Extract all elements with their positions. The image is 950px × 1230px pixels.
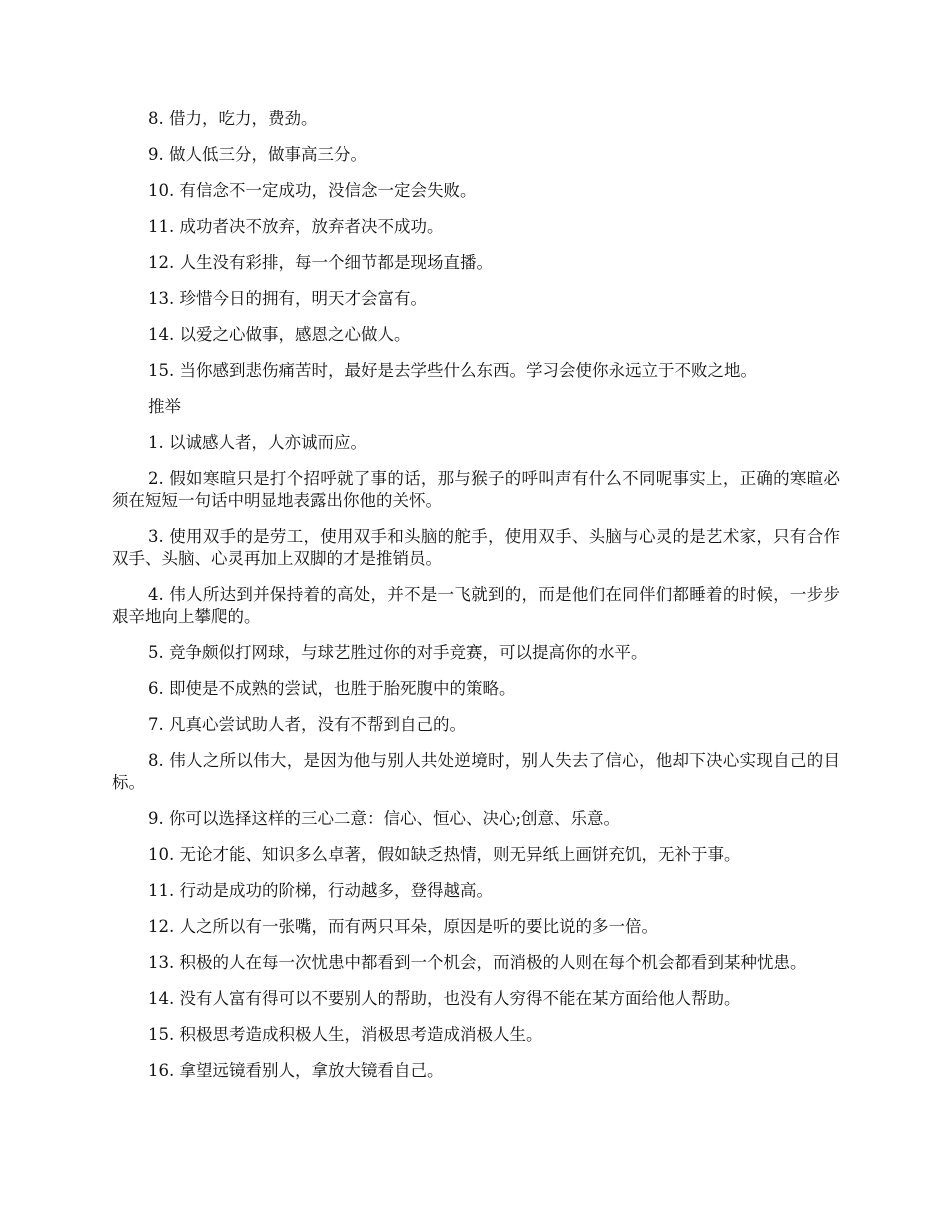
- paragraph-11: 2. 假如寒暄只是打个招呼就了事的话，那与猴子的呼叫声有什么不同呢事实上，正确的寒暄必须在短短一句话中明显地表露出你他的关怀。: [112, 469, 840, 510]
- paragraph-04: 11. 成功者决不放弃，放弃者决不成功。: [148, 217, 444, 236]
- document-page: [112, 108, 840, 1096]
- paragraph-15: 6. 即使是不成熟的尝试，也胜于胎死腹中的策略。: [148, 679, 516, 698]
- paragraph-24: 15. 积极思考造成积极人生，消极思考造成消极人生。: [148, 1025, 543, 1044]
- paragraph-02: 9. 做人低三分，做事高三分。: [148, 145, 367, 164]
- paragraph-17: 8. 伟人之所以伟大，是因为他与别人共处逆境时，别人失去了信心，他却下决心实现自己的目标。: [112, 751, 840, 792]
- paragraph-20: 11. 行动是成功的阶梯，行动越多，登得越高。: [148, 881, 493, 900]
- paragraph-25: 16. 拿望远镜看别人，拿放大镜看自己。: [148, 1061, 444, 1080]
- paragraph-22: 13. 积极的人在每一次忧患中都看到一个机会，而消极的人则在每个机会都看到某种忧患。: [148, 953, 807, 972]
- paragraph-13: 4. 伟人所达到并保持着的高处，并不是一飞就到的，而是他们在同伴们都睡着的时候，一步步艰辛地向上攀爬的。: [112, 585, 840, 626]
- paragraph-06: 13. 珍惜今日的拥有，明天才会富有。: [148, 289, 427, 308]
- paragraph-05: 12. 人生没有彩排，每一个细节都是现场直播。: [148, 253, 493, 272]
- paragraph-01: 8. 借力，吃力，费劲。: [148, 109, 318, 128]
- paragraph-16: 7. 凡真心尝试助人者，没有不帮到自己的。: [148, 715, 466, 734]
- paragraph-10: 1. 以诚感人者，人亦诚而应。: [148, 433, 367, 452]
- paragraph-14: 5. 竞争颇似打网球，与球艺胜过你的对手竞赛，可以提高你的水平。: [148, 643, 648, 662]
- paragraph-07: 14. 以爱之心做事，感恩之心做人。: [148, 325, 411, 344]
- paragraph-03: 10. 有信念不一定成功，没信念一定会失败。: [148, 181, 477, 200]
- paragraph-19: 10. 无论才能、知识多么卓著，假如缺乏热情，则无异纸上画饼充饥，无补于事。: [148, 845, 741, 864]
- paragraph-08: 15. 当你感到悲伤痛苦时，最好是去学些什么东西。学习会使你永远立于不败之地。: [148, 361, 757, 380]
- paragraph-18: 9. 你可以选择这样的三心二意：信心、恒心、决心;创意、乐意。: [148, 809, 621, 828]
- paragraph-23: 14. 没有人富有得可以不要别人的帮助，也没有人穷得不能在某方面给他人帮助。: [148, 989, 741, 1008]
- paragraph-12: 3. 使用双手的是劳工，使用双手和头脑的舵手，使用双手、头脑与心灵的是艺术家，只有合作双手、头脑、心灵再加上双脚的才是推销员。: [112, 527, 840, 568]
- section-heading: 推举: [148, 397, 181, 416]
- paragraph-21: 12. 人之所以有一张嘴，而有两只耳朵，原因是听的要比说的多一倍。: [148, 917, 658, 936]
